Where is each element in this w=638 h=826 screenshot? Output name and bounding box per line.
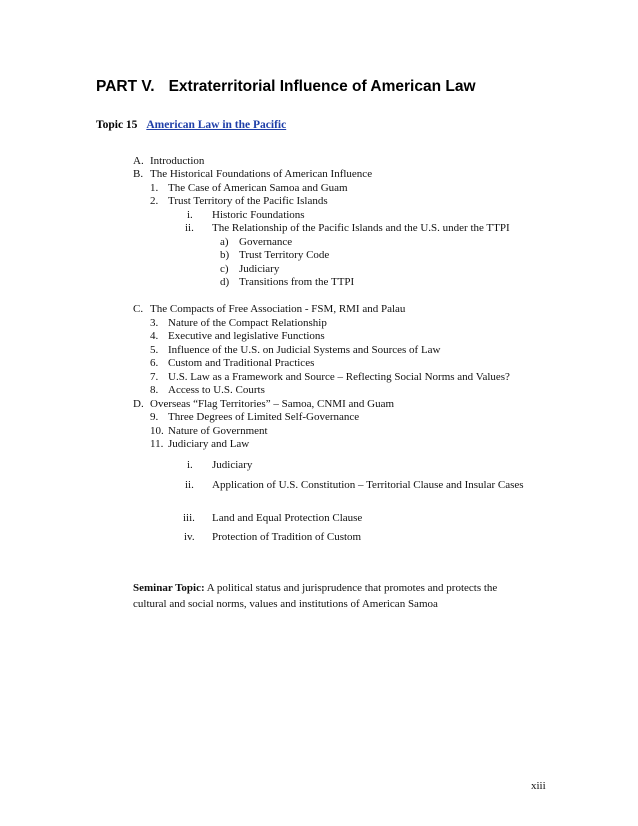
outline-item: U.S. Law as a Framework and Source – Reflecting Social Norms and Values? xyxy=(168,371,510,383)
outline-marker: iv. xyxy=(184,531,195,543)
outline-item: Protection of Tradition of Custom xyxy=(212,531,362,543)
part-title xyxy=(96,78,476,96)
outline-marker: 1. xyxy=(150,182,159,194)
outline-item: Overseas “Flag Territories” – Samoa, CNMI and Guam xyxy=(150,398,395,410)
outline-item: Three Degrees of Limited Self-Governance xyxy=(168,411,360,423)
outline-marker: 5. xyxy=(150,344,159,356)
outline-marker: 7. xyxy=(150,371,159,383)
outline-marker: ii. xyxy=(185,222,194,234)
outline-item: Influence of the U.S. on Judicial Systems and Sources of Law xyxy=(168,344,441,356)
outline-item: Transitions from the TTPI xyxy=(239,276,355,288)
outline-marker: 2. xyxy=(150,195,159,207)
topic-heading xyxy=(96,119,286,131)
outline-item: Trust Territory Code xyxy=(239,249,330,261)
outline-marker: 6. xyxy=(150,357,159,369)
outline-item: Nature of Government xyxy=(168,425,268,437)
outline-item: The Case of American Samoa and Guam xyxy=(168,182,348,194)
outline-marker: c) xyxy=(220,263,229,275)
outline-item: Application of U.S. Constitution – Territorial Clause and Insular Cases xyxy=(212,479,524,491)
outline-item: Access to U.S. Courts xyxy=(168,384,265,396)
outline-marker: i. xyxy=(187,209,193,221)
outline-item: Historic Foundations xyxy=(212,209,305,221)
outline-marker: 3. xyxy=(150,317,159,329)
outline-marker: 4. xyxy=(150,330,159,342)
part-title-text: Extraterritorial Influence of American Law xyxy=(168,78,476,95)
outline-marker: a) xyxy=(220,236,229,248)
outline-marker: B. xyxy=(133,168,144,180)
outline-item: Judiciary xyxy=(212,459,253,471)
outline-item: Executive and legislative Functions xyxy=(168,330,325,342)
outline-marker: 11. xyxy=(150,438,164,450)
outline-item: Trust Territory of the Pacific Islands xyxy=(168,195,328,207)
outline-item: The Historical Foundations of American Influence xyxy=(150,168,373,180)
outline-marker: 10. xyxy=(150,425,164,437)
outline-marker: A. xyxy=(133,155,144,167)
outline-item: Judiciary and Law xyxy=(168,438,250,450)
outline-item: Nature of the Compact Relationship xyxy=(168,317,327,329)
seminar-text: A political status and jurisprudence that promotes and protects the cultural and social norms, values and institutions of American Samoa xyxy=(133,582,498,610)
outline-marker: i. xyxy=(187,459,193,471)
outline-item: Custom and Traditional Practices xyxy=(168,357,315,369)
page-number: xiii xyxy=(531,780,546,792)
seminar-topic xyxy=(133,580,533,612)
outline-marker: b) xyxy=(220,249,230,261)
part-label: PART V. xyxy=(96,78,155,95)
topic-label: Topic 15 xyxy=(96,119,138,131)
outline-item: Introduction xyxy=(150,155,205,167)
outline-marker: iii. xyxy=(183,512,195,524)
outline-item: The Compacts of Free Association - FSM, RMI and Palau xyxy=(150,303,406,315)
outline-item: Land and Equal Protection Clause xyxy=(212,512,363,524)
topic-link[interactable]: American Law in the Pacific xyxy=(146,119,287,131)
outline-marker: d) xyxy=(220,276,230,288)
outline-marker: C. xyxy=(133,303,144,315)
outline-item: Governance xyxy=(239,236,293,248)
outline-marker: D. xyxy=(133,398,144,410)
outline-marker: 9. xyxy=(150,411,159,423)
outline-item: The Relationship of the Pacific Islands and the U.S. under the TTPI xyxy=(212,222,510,234)
outline-marker: ii. xyxy=(185,479,194,491)
seminar-label: Seminar Topic: xyxy=(133,582,205,594)
outline-marker: 8. xyxy=(150,384,159,396)
outline-item: Judiciary xyxy=(239,263,280,275)
